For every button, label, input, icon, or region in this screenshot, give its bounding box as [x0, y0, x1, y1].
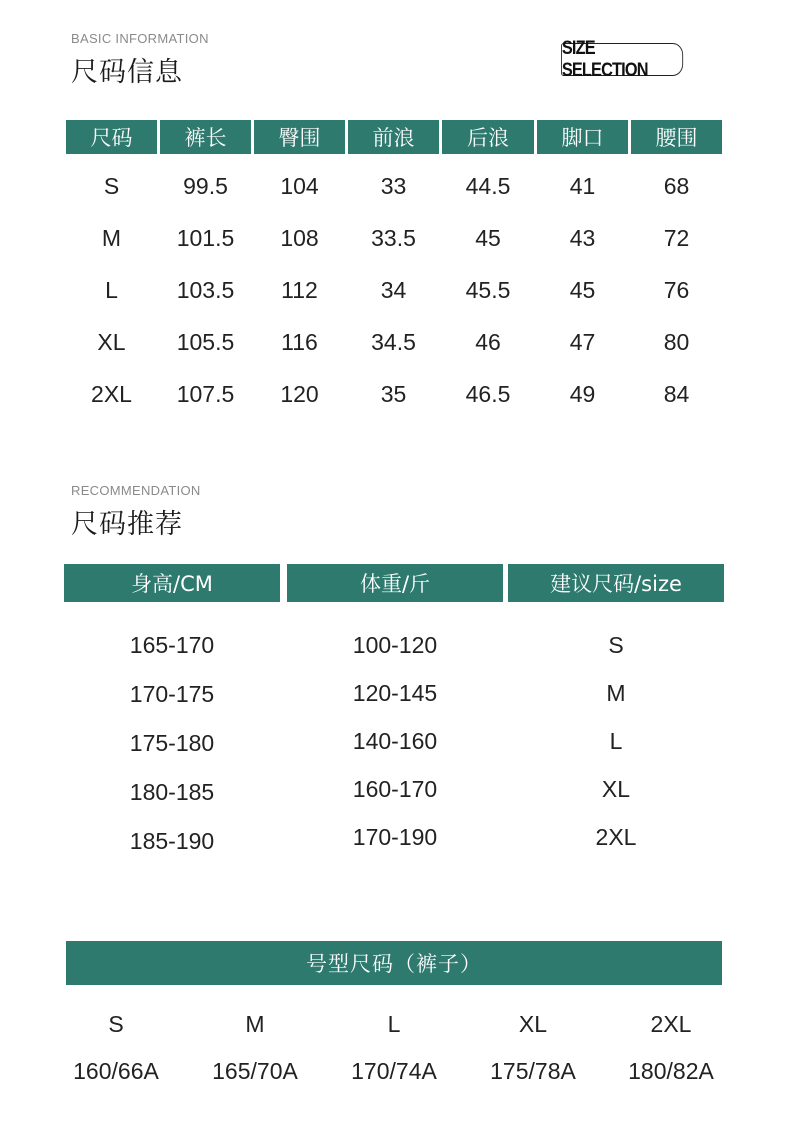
table-cell: 45	[569, 276, 596, 303]
table-cell: 72	[663, 224, 690, 251]
table-cell: 105.5	[176, 328, 235, 355]
table-cell: 116	[281, 328, 318, 355]
table-cell: 120	[280, 380, 319, 407]
size-recommend-title: 尺码推荐	[71, 509, 183, 540]
table-row	[0, 270, 790, 310]
header-size: 尺码	[66, 120, 157, 154]
header-suggested-size: 建议尺码/size	[508, 564, 724, 602]
table-cell: 101.5	[176, 224, 235, 251]
table-cell: 112	[281, 276, 318, 303]
height-range: 175-180	[129, 729, 215, 756]
table-cell: 49	[569, 380, 596, 407]
height-range: 180-185	[129, 778, 215, 805]
model-size-label: S	[108, 1010, 124, 1037]
model-size-code: 175/78A	[490, 1057, 576, 1084]
table-cell: 43	[569, 224, 596, 251]
model-size-header: 号型尺码（裤子）	[66, 941, 722, 985]
height-range: 185-190	[129, 827, 215, 854]
table-cell: 46	[475, 328, 501, 355]
weight-range: 160-170	[352, 775, 438, 802]
table-cell: 99.5	[183, 172, 228, 199]
weight-range: 170-190	[352, 823, 438, 850]
header-length: 裤长	[160, 120, 251, 154]
table-cell: 35	[380, 380, 407, 407]
header-height: 身高/CM	[64, 564, 280, 602]
weight-range: 120-145	[352, 679, 438, 706]
table-cell: L	[105, 276, 118, 303]
table-row	[0, 322, 790, 362]
model-size-label: M	[245, 1010, 265, 1037]
size-info-title: 尺码信息	[71, 57, 183, 88]
model-size-code: 160/66A	[73, 1057, 159, 1084]
height-range: 170-175	[129, 680, 215, 707]
table-cell: 34.5	[371, 328, 416, 355]
table-cell: 80	[663, 328, 690, 355]
table-cell: 41	[569, 172, 596, 199]
table-cell: 68	[663, 172, 690, 199]
model-size-code: 165/70A	[212, 1057, 298, 1084]
table-cell: 108	[280, 224, 319, 251]
model-size-label: 2XL	[650, 1010, 692, 1037]
header-back-rise: 后浪	[442, 120, 534, 154]
basic-info-label: BASIC INFORMATION	[71, 31, 209, 46]
suggested-size: XL	[601, 775, 631, 802]
header-hip: 臀围	[254, 120, 345, 154]
height-range: 165-170	[129, 631, 215, 658]
table-cell: 107.5	[176, 380, 235, 407]
suggested-size: S	[608, 631, 624, 658]
table-cell: 47	[569, 328, 596, 355]
table-cell: 46.5	[465, 380, 511, 407]
table-row	[0, 374, 790, 414]
table-row	[0, 218, 790, 258]
table-cell: 34	[380, 276, 407, 303]
table-cell: 103.5	[176, 276, 235, 303]
model-size-label: XL	[518, 1010, 548, 1037]
model-size-label: L	[387, 1010, 401, 1037]
table-cell: 2XL	[91, 380, 132, 407]
table-cell: 84	[663, 380, 690, 407]
suggested-size: 2XL	[595, 823, 637, 850]
recommendation-label: RECOMMENDATION	[71, 483, 201, 498]
table-cell: XL	[97, 328, 126, 355]
table-cell: 33.5	[371, 224, 416, 251]
table-cell: 45.5	[465, 276, 511, 303]
table-cell: 104	[280, 172, 319, 199]
model-size-code: 170/74A	[351, 1057, 437, 1084]
model-size-code: 180/82A	[628, 1057, 714, 1084]
header-front-rise: 前浪	[348, 120, 439, 154]
table-cell: 44.5	[465, 172, 511, 199]
weight-range: 140-160	[352, 727, 438, 754]
weight-range: 100-120	[352, 631, 438, 658]
table-cell: S	[103, 172, 120, 199]
table-row	[0, 166, 790, 206]
header-leg-opening: 脚口	[537, 120, 628, 154]
suggested-size: L	[609, 727, 623, 754]
table-cell: 76	[663, 276, 690, 303]
table-cell: 33	[380, 172, 407, 199]
suggested-size: M	[606, 679, 626, 706]
header-weight: 体重/斤	[287, 564, 503, 602]
table-cell: 45	[475, 224, 501, 251]
header-waist: 腰围	[631, 120, 722, 154]
size-selection-badge: SIZE SELECTION	[561, 43, 683, 76]
table-cell: M	[101, 224, 122, 251]
